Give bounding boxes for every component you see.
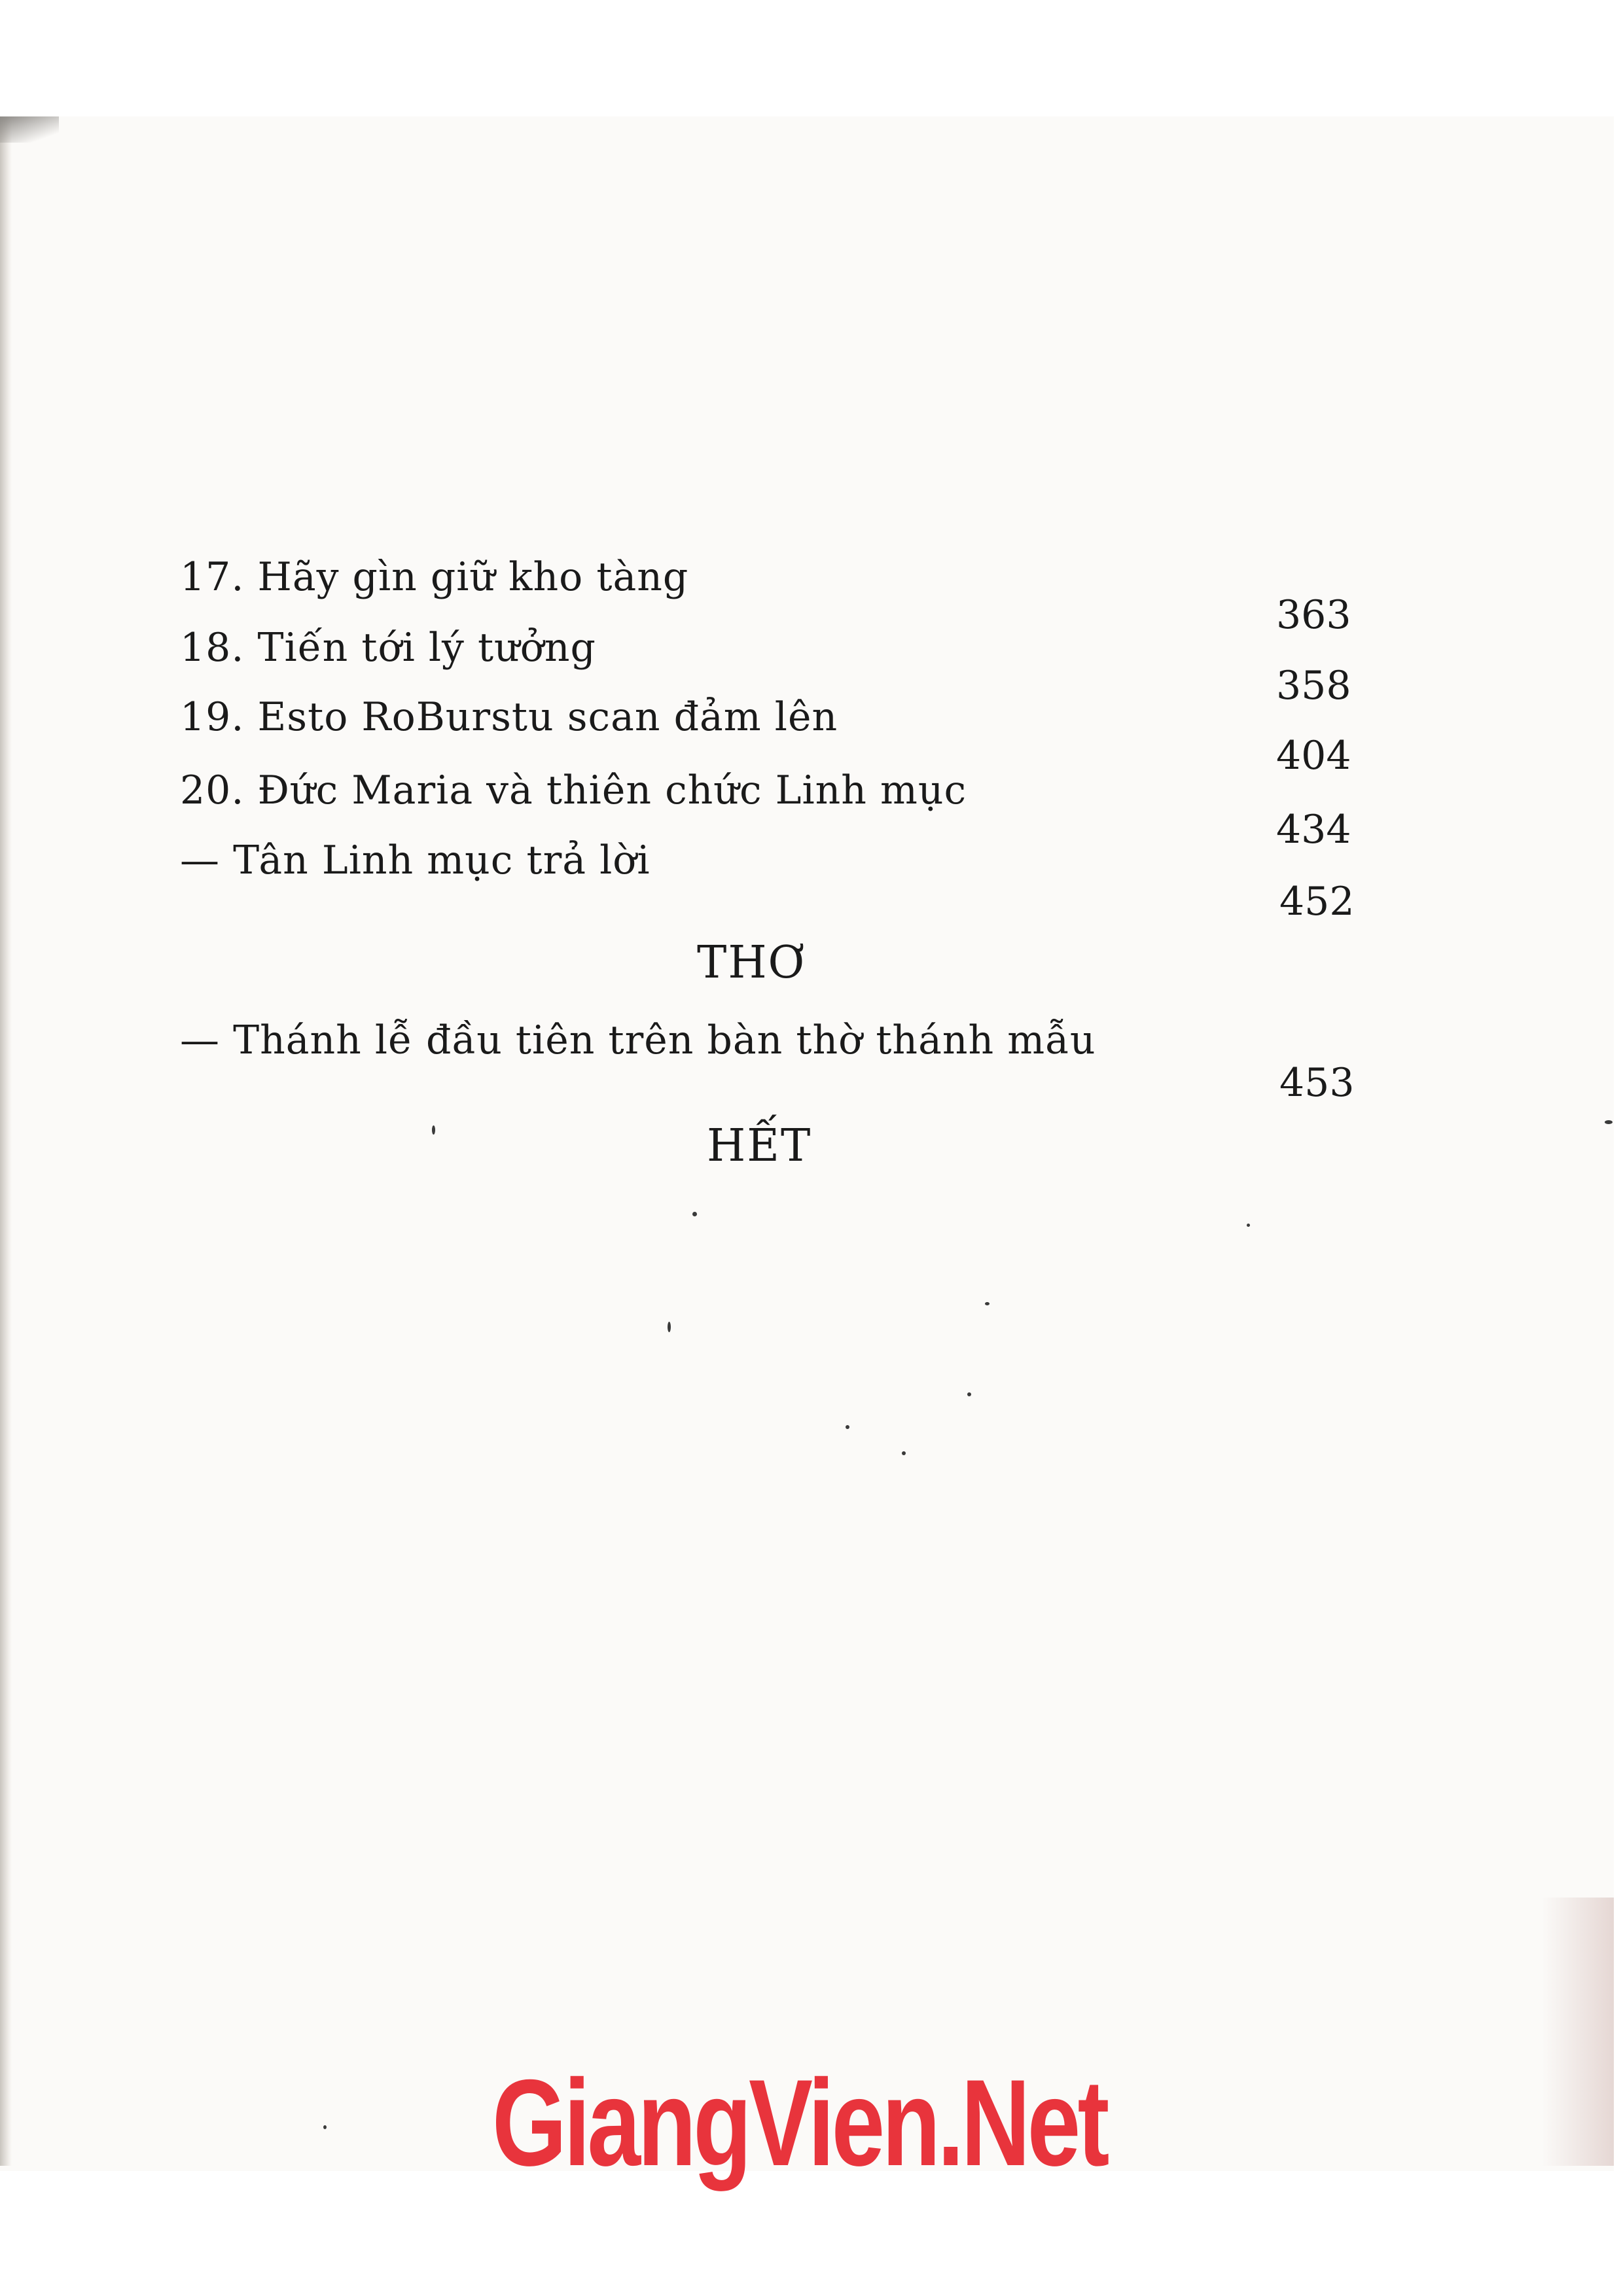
scan-speck (323, 2125, 327, 2129)
toc-entry-page: 404 (1276, 733, 1351, 779)
toc-entry-page: 363 (1276, 592, 1351, 638)
toc-entry-page: 452 (1279, 879, 1355, 925)
toc-entry-title: 18. Tiến tới lý tưởng (180, 625, 596, 671)
toc-entry-page: 358 (1276, 663, 1351, 709)
end-label: HẾT (707, 1120, 812, 1172)
toc-entry-title: 20. Đức Maria và thiên chức Linh mục (180, 768, 967, 813)
watermark-logo: GiangVien.Net (492, 2054, 1107, 2191)
scan-speck (668, 1322, 671, 1332)
scan-speck (1605, 1120, 1613, 1124)
toc-entry-title: 19. Esto RoBurstu scan đảm lên (180, 694, 838, 740)
toc-entry-title: 17. Hãy gìn giữ kho tàng (180, 554, 689, 600)
scan-speck (692, 1212, 697, 1216)
page-edge-shadow (0, 118, 12, 2166)
page-stain (1542, 1898, 1614, 2166)
scan-speck (902, 1451, 906, 1455)
toc-poem-entry-page: 453 (1279, 1060, 1355, 1106)
toc-poem-entry-title: — Thánh lễ đầu tiên trên bàn thờ thánh mẫu (180, 1017, 1096, 1063)
section-heading-poetry: THƠ (697, 937, 806, 989)
toc-entry-title: — Tân Linh mục trả lời (180, 838, 651, 883)
scan-speck (967, 1392, 971, 1396)
scan-speck (432, 1125, 435, 1135)
toc-entry-page: 434 (1276, 807, 1351, 853)
scan-speck (846, 1425, 849, 1429)
scan-speck (1247, 1224, 1250, 1227)
scan-speck (985, 1302, 990, 1305)
page-corner-shadow (0, 116, 59, 143)
